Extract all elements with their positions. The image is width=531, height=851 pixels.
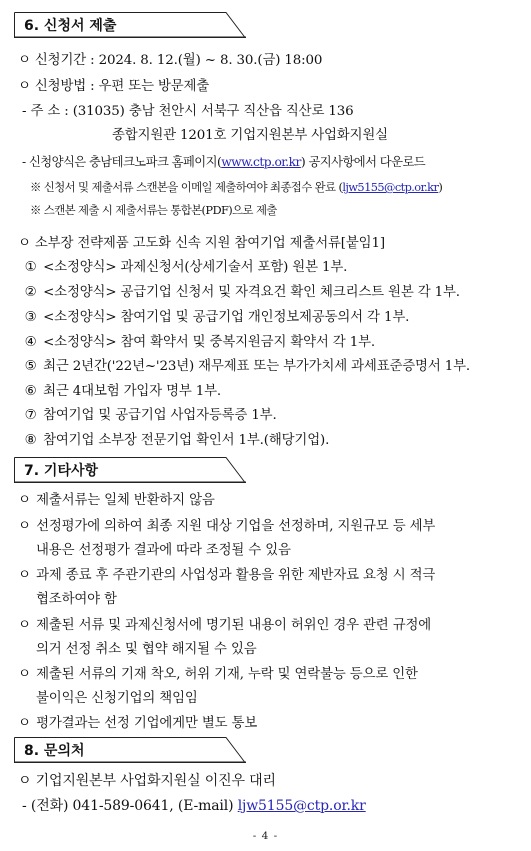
section-7-header [14,457,246,483]
contact-email-link[interactable]: ljw5155@ctp.or.kr [237,798,366,814]
contact-info [22,797,366,815]
document-item [22,383,221,401]
documents-heading: ㅇ 소부장 전략제품 고도화 신속 지원 참여기업 제출서류[붙임1] [18,236,385,251]
misc-note-text: 과제 종료 후 주관기관의 사업성과 활용을 위한 제반자료 요청 시 적극 [36,568,436,583]
misc-note [18,666,418,684]
document-text: <소정양식> 과제신청서(상세기술서 포함) 원본 1부. [43,260,348,275]
address-line-1: - 주 소 : (31035) 충남 천안시 서북구 직산읍 직산로 136 [22,104,354,119]
document-number: ③ [24,310,37,325]
document-number: ⑤ [24,359,37,374]
section-8-header [14,737,246,763]
document-number: ⑧ [24,433,37,448]
download-notice [22,153,425,171]
bullet: ㅇ [18,568,31,583]
note1-email-link[interactable]: ljw5155@ctp.or.kr [342,180,439,194]
page-number: - 4 - [252,830,279,842]
homepage-link[interactable]: www.ctp.or.kr [221,155,301,169]
document-text: 최근 4대보험 가입자 명부 1부. [43,384,222,399]
document-number: ④ [24,335,37,350]
document-number: ② [24,285,37,300]
document-item [22,358,470,376]
misc-note-text: 평가결과는 선정 기업에게만 별도 통보 [36,716,258,731]
email-submission-note [30,178,442,196]
bullet: ㅇ [18,667,31,682]
document-text: 참여기업 소부장 전문기업 확인서 1부.(해당기업). [43,433,330,448]
section-6-title: 6. 신청서 제출 [24,18,117,34]
download-prefix: - 신청양식은 충남테크노파크 홈페이지( [22,155,222,169]
document-number: ⑥ [24,384,37,399]
misc-note [18,617,431,635]
misc-note [18,492,215,510]
document-number: ① [24,260,37,275]
misc-note [18,715,257,733]
bullet: ㅇ [18,493,31,508]
document-item [22,259,347,277]
bullet: ㅇ [18,519,31,534]
document-text: 최근 2년간('22년~'23년) 재무제표 또는 부가가치세 과세표준증명서 1부. [43,359,470,374]
misc-note [18,518,435,536]
document-item [22,309,409,327]
application-method: ㅇ 신청방법 : 우편 또는 방문제출 [18,79,210,94]
document-text: <소정양식> 공급기업 신청서 및 자격요건 확인 체크리스트 원본 각 1부. [43,285,460,300]
bullet: ㅇ [18,716,31,731]
misc-note-continuation: 의거 선정 취소 및 협약 해지될 수 있음 [36,642,257,657]
phone-text: - (전화) 041-589-0641, (E-mail) [22,798,238,814]
section-6-header [14,12,246,38]
contact-person: ㅇ 기업지원본부 사업화지원실 이진우 대리 [18,773,276,789]
note1-prefix: ※ 신청서 및 제출서류 스캔본을 이메일 제출하여야 최종접수 완료 ( [30,180,343,194]
document-item [22,407,277,425]
document-item [22,432,329,450]
misc-note-text: 제출된 서류 및 과제신청서에 명기된 내용이 허위인 경우 관련 규정에 [36,618,432,633]
document-item [22,284,460,302]
document-number: ⑦ [24,408,37,423]
misc-note-text: 제출된 서류의 기재 착오, 허위 기재, 누락 및 연락불능 등으로 인한 [36,667,418,682]
misc-note-continuation: 협조하여야 함 [36,592,117,607]
misc-note-continuation: 내용은 선정평가 결과에 따라 조정될 수 있음 [36,543,291,558]
misc-note-text: 선정평가에 의하여 최종 지원 대상 기업을 선정하며, 지원규모 등 세부 [36,519,436,534]
document-text: <소정양식> 참여기업 및 공급기업 개인정보제공동의서 각 1부. [43,310,410,325]
application-period: ㅇ 신청기간 : 2024. 8. 12.(월) ~ 8. 30.(금) 18:00 [18,53,323,68]
misc-note-continuation: 불이익은 신청기업의 책임임 [36,691,198,706]
note1-suffix: ) [438,180,443,194]
pdf-note: ※ 스캔본 제출 시 제출서류는 통합본(PDF)으로 제출 [30,203,277,217]
section-7-title: 7. 기타사항 [24,463,99,479]
download-suffix: ) 공지사항에서 다운로드 [300,155,426,169]
bullet: ㅇ [18,618,31,633]
section-8-title: 8. 문의처 [24,743,85,759]
document-text: <소정양식> 참여 확약서 및 중복지원금지 확약서 각 1부. [43,335,375,350]
misc-note-text: 제출서류는 일체 반환하지 않음 [36,493,215,508]
address-line-2: 종합지원관 1201호 기업지원본부 사업화지원실 [112,128,388,143]
misc-note [18,567,435,585]
document-text: 참여기업 및 공급기업 사업자등록증 1부. [43,408,277,423]
document-item [22,334,375,352]
